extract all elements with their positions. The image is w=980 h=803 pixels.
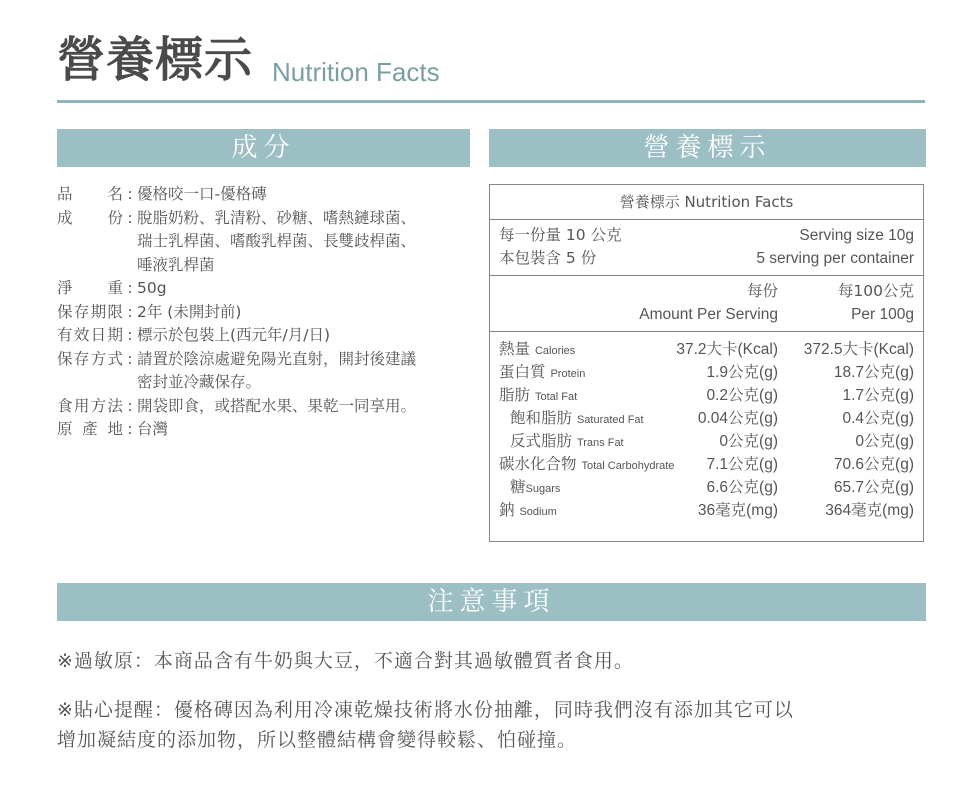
page-title: 營養標示 — [57, 32, 254, 88]
nutrition-table-header: 營養標示 Nutrition Facts — [490, 185, 923, 220]
info-label: 食用方法 — [57, 396, 123, 415]
info-value: 開袋即食，或搭配水果、果乾一同享用。 — [137, 396, 417, 415]
nutrition-banner: 營養標示 — [489, 129, 926, 167]
info-row-expiry: 有效日期 : 標示於包裝上(西元年/月/日) — [57, 324, 477, 348]
info-row-storage: 保存方式 : 請置於陰涼處避免陽光直射，開封後建議 密封並冷藏保存。 — [57, 348, 477, 395]
nutrient-per-serving: 0公克(g) — [719, 433, 778, 450]
info-value: 唾液乳桿菌 — [137, 255, 215, 274]
nutrient-name-en: Total Carbohydrate — [581, 460, 675, 472]
info-row-usage: 食用方法 : 開袋即食，或搭配水果、果乾一同享用。 — [57, 395, 477, 419]
info-row-weight: 淨重 : 50g — [57, 277, 477, 301]
nutrient-row — [490, 430, 923, 453]
product-info — [57, 183, 477, 442]
nutrient-row — [490, 499, 923, 522]
info-value: 瑞士乳桿菌、嗜酸乳桿菌、長雙歧桿菌、 — [137, 232, 417, 250]
nutrient-per-serving: 1.9公克(g) — [706, 364, 778, 381]
nutrient-per-100g: 65.7公克(g) — [833, 479, 914, 496]
per-serving-header-zh: 每份 — [746, 282, 778, 300]
nutrient-name-zh: 鈉 — [499, 501, 515, 519]
ingredients-banner: 成分 — [57, 129, 470, 167]
nutrient-per-100g: 0公克(g) — [855, 433, 914, 450]
nutrient-per-100g: 18.7公克(g) — [833, 364, 914, 381]
info-row-origin: 原產地 : 台灣 — [57, 418, 477, 442]
info-label: 保存期限 — [57, 302, 123, 321]
nutrient-name-en: Total Fat — [534, 391, 578, 403]
tip-notice-line2: 增加凝結度的添加物，所以整體結構會變得較鬆、怕碰撞。 — [57, 729, 578, 751]
nutrition-facts-table — [489, 184, 924, 542]
nutrient-rows — [490, 332, 923, 522]
nutrient-per-100g: 364毫克(mg) — [825, 502, 914, 519]
nutrient-row — [490, 338, 923, 361]
nutrient-per-serving: 36毫克(mg) — [697, 502, 778, 519]
nutrient-per-serving: 37.2大卡(Kcal) — [676, 341, 778, 358]
nutrient-name-en: Calories — [534, 345, 576, 357]
per-serving-header-en: Amount Per Serving — [639, 306, 778, 323]
servings-per-container-en: 5 serving per container — [756, 250, 914, 267]
nutrient-name-en: Sugars — [525, 483, 561, 495]
title-divider — [57, 100, 925, 103]
column-headers — [490, 276, 923, 332]
nutrient-per-100g: 372.5大卡(Kcal) — [803, 341, 914, 358]
per-100g-header-zh: 每100公克 — [837, 282, 914, 300]
info-label: 品名 — [57, 185, 123, 203]
nutrient-name-en: Sodium — [519, 506, 557, 518]
tip-notice-line1: ※貼心提醒：優格磚因為利用冷凍乾燥技術將水份抽離，同時我們沒有添加其它可以 — [57, 699, 794, 721]
nutrient-per-100g: 0.4公克(g) — [842, 410, 914, 427]
nutrient-name-zh: 脂肪 — [499, 386, 531, 404]
per-100g-header-en: Per 100g — [851, 306, 914, 323]
nutrient-name-zh: 糖 — [510, 478, 526, 496]
nutrient-per-serving: 7.1公克(g) — [706, 456, 778, 473]
info-label: 保存方式 — [57, 349, 123, 368]
info-row-shelf-life: 保存期限 : 2年 (未開封前) — [57, 301, 477, 325]
info-label: 淨重 — [57, 279, 123, 297]
info-label: 成份 — [57, 208, 123, 227]
allergen-notice: ※過敏原：本商品含有牛奶與大豆，不適合對其過敏體質者食用。 — [57, 650, 634, 672]
nutrient-name-en: Trans Fat — [576, 437, 624, 449]
nutrient-name-en: Saturated Fat — [576, 414, 644, 426]
nutrient-name-en: Protein — [550, 368, 586, 380]
servings-per-container-zh: 本包裝含 5 份 — [499, 249, 597, 267]
info-value: 請置於陰涼處避免陽光直射，開封後建議 — [137, 349, 417, 368]
nutrient-per-100g: 1.7公克(g) — [842, 387, 914, 404]
info-value: 50g — [137, 279, 167, 297]
nutrient-name-zh: 蛋白質 — [499, 363, 546, 381]
info-value: 2年 (未開封前) — [137, 302, 242, 321]
nutrient-name-zh: 飽和脂肪 — [510, 409, 573, 427]
nutrient-row — [490, 384, 923, 407]
nutrient-per-serving: 0.2公克(g) — [706, 387, 778, 404]
info-label: 原產地 — [57, 420, 123, 438]
nutrient-row — [490, 476, 923, 499]
page-subtitle: Nutrition Facts — [272, 57, 440, 87]
info-label: 有效日期 — [57, 326, 123, 344]
nutrient-per-serving: 0.04公克(g) — [697, 410, 778, 427]
info-value: 優格咬一口-優格磚 — [137, 185, 267, 203]
serving-section — [490, 220, 923, 276]
nutrient-name-zh: 反式脂肪 — [510, 432, 573, 450]
info-value: 密封並冷藏保存。 — [137, 373, 262, 391]
info-value: 台灣 — [137, 420, 169, 438]
info-row-ingredients: 成份 : 脫脂奶粉、乳清粉、砂糖、嗜熱鏈球菌、 瑞士乳桿菌、嗜酸乳桿菌、長雙歧桿菌、 唾液乳桿菌 — [57, 207, 477, 278]
nutrient-row — [490, 453, 923, 476]
serving-size-en: Serving size 10g — [799, 227, 914, 244]
nutrient-per-serving: 6.6公克(g) — [706, 479, 778, 496]
info-row-name: 品名 : 優格咬一口-優格磚 — [57, 183, 477, 207]
notice-banner: 注意事項 — [57, 583, 926, 621]
serving-size-zh: 每一份量 10 公克 — [499, 226, 622, 244]
info-value: 脫脂奶粉、乳清粉、砂糖、嗜熱鏈球菌、 — [137, 208, 417, 227]
nutrient-per-100g: 70.6公克(g) — [833, 456, 914, 473]
nutrient-row — [490, 361, 923, 384]
nutrient-name-zh: 碳水化合物 — [499, 455, 577, 473]
info-value: 標示於包裝上(西元年/月/日) — [137, 326, 331, 344]
nutrient-row — [490, 407, 923, 430]
nutrient-name-zh: 熱量 — [499, 340, 531, 358]
